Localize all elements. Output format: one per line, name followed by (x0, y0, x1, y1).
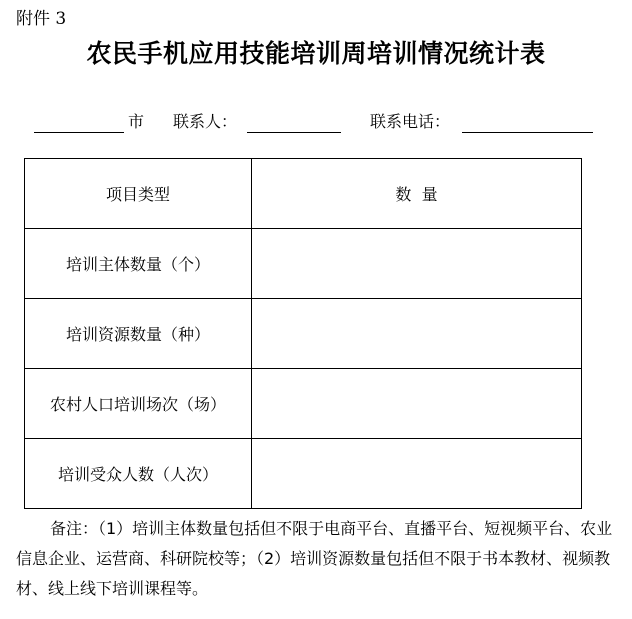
header-quantity: 数 量 (252, 159, 582, 229)
contact-blank-field[interactable] (247, 112, 341, 133)
header-item-type: 项目类型 (25, 159, 252, 229)
attachment-label: 附件 3 (16, 9, 67, 29)
table-row (25, 229, 582, 299)
row-value-cell[interactable] (252, 229, 582, 299)
row-label: 培训受众人数（人次） (25, 439, 252, 509)
phone-blank-field[interactable] (462, 112, 593, 133)
page-title: 农民手机应用技能培训周培训情况统计表 (86, 39, 546, 68)
table-row (25, 299, 582, 369)
row-label: 培训资源数量（种） (25, 299, 252, 369)
row-label: 培训主体数量（个） (25, 229, 252, 299)
row-label: 农村人口培训场次（场） (25, 369, 252, 439)
phone-label: 联系电话： (370, 112, 451, 131)
contact-label: 联系人： (173, 112, 238, 131)
table-header-row (25, 159, 582, 229)
city-suffix-label: 市 (128, 112, 145, 131)
statistics-table (24, 158, 581, 506)
table-row (25, 369, 582, 439)
remarks-note: 备注：（1）培训主体数量包括但不限于电商平台、直播平台、短视频平台、农业信息企业、运营商、科研院校等；（2）培训资源数量包括但不限于书本教材、视频教材、线上线下培训课程等。 (16, 519, 613, 598)
city-blank-field[interactable] (34, 112, 124, 133)
row-value-cell[interactable] (252, 299, 582, 369)
row-value-cell[interactable] (252, 439, 582, 509)
row-value-cell[interactable] (252, 369, 582, 439)
table-row (25, 439, 582, 509)
